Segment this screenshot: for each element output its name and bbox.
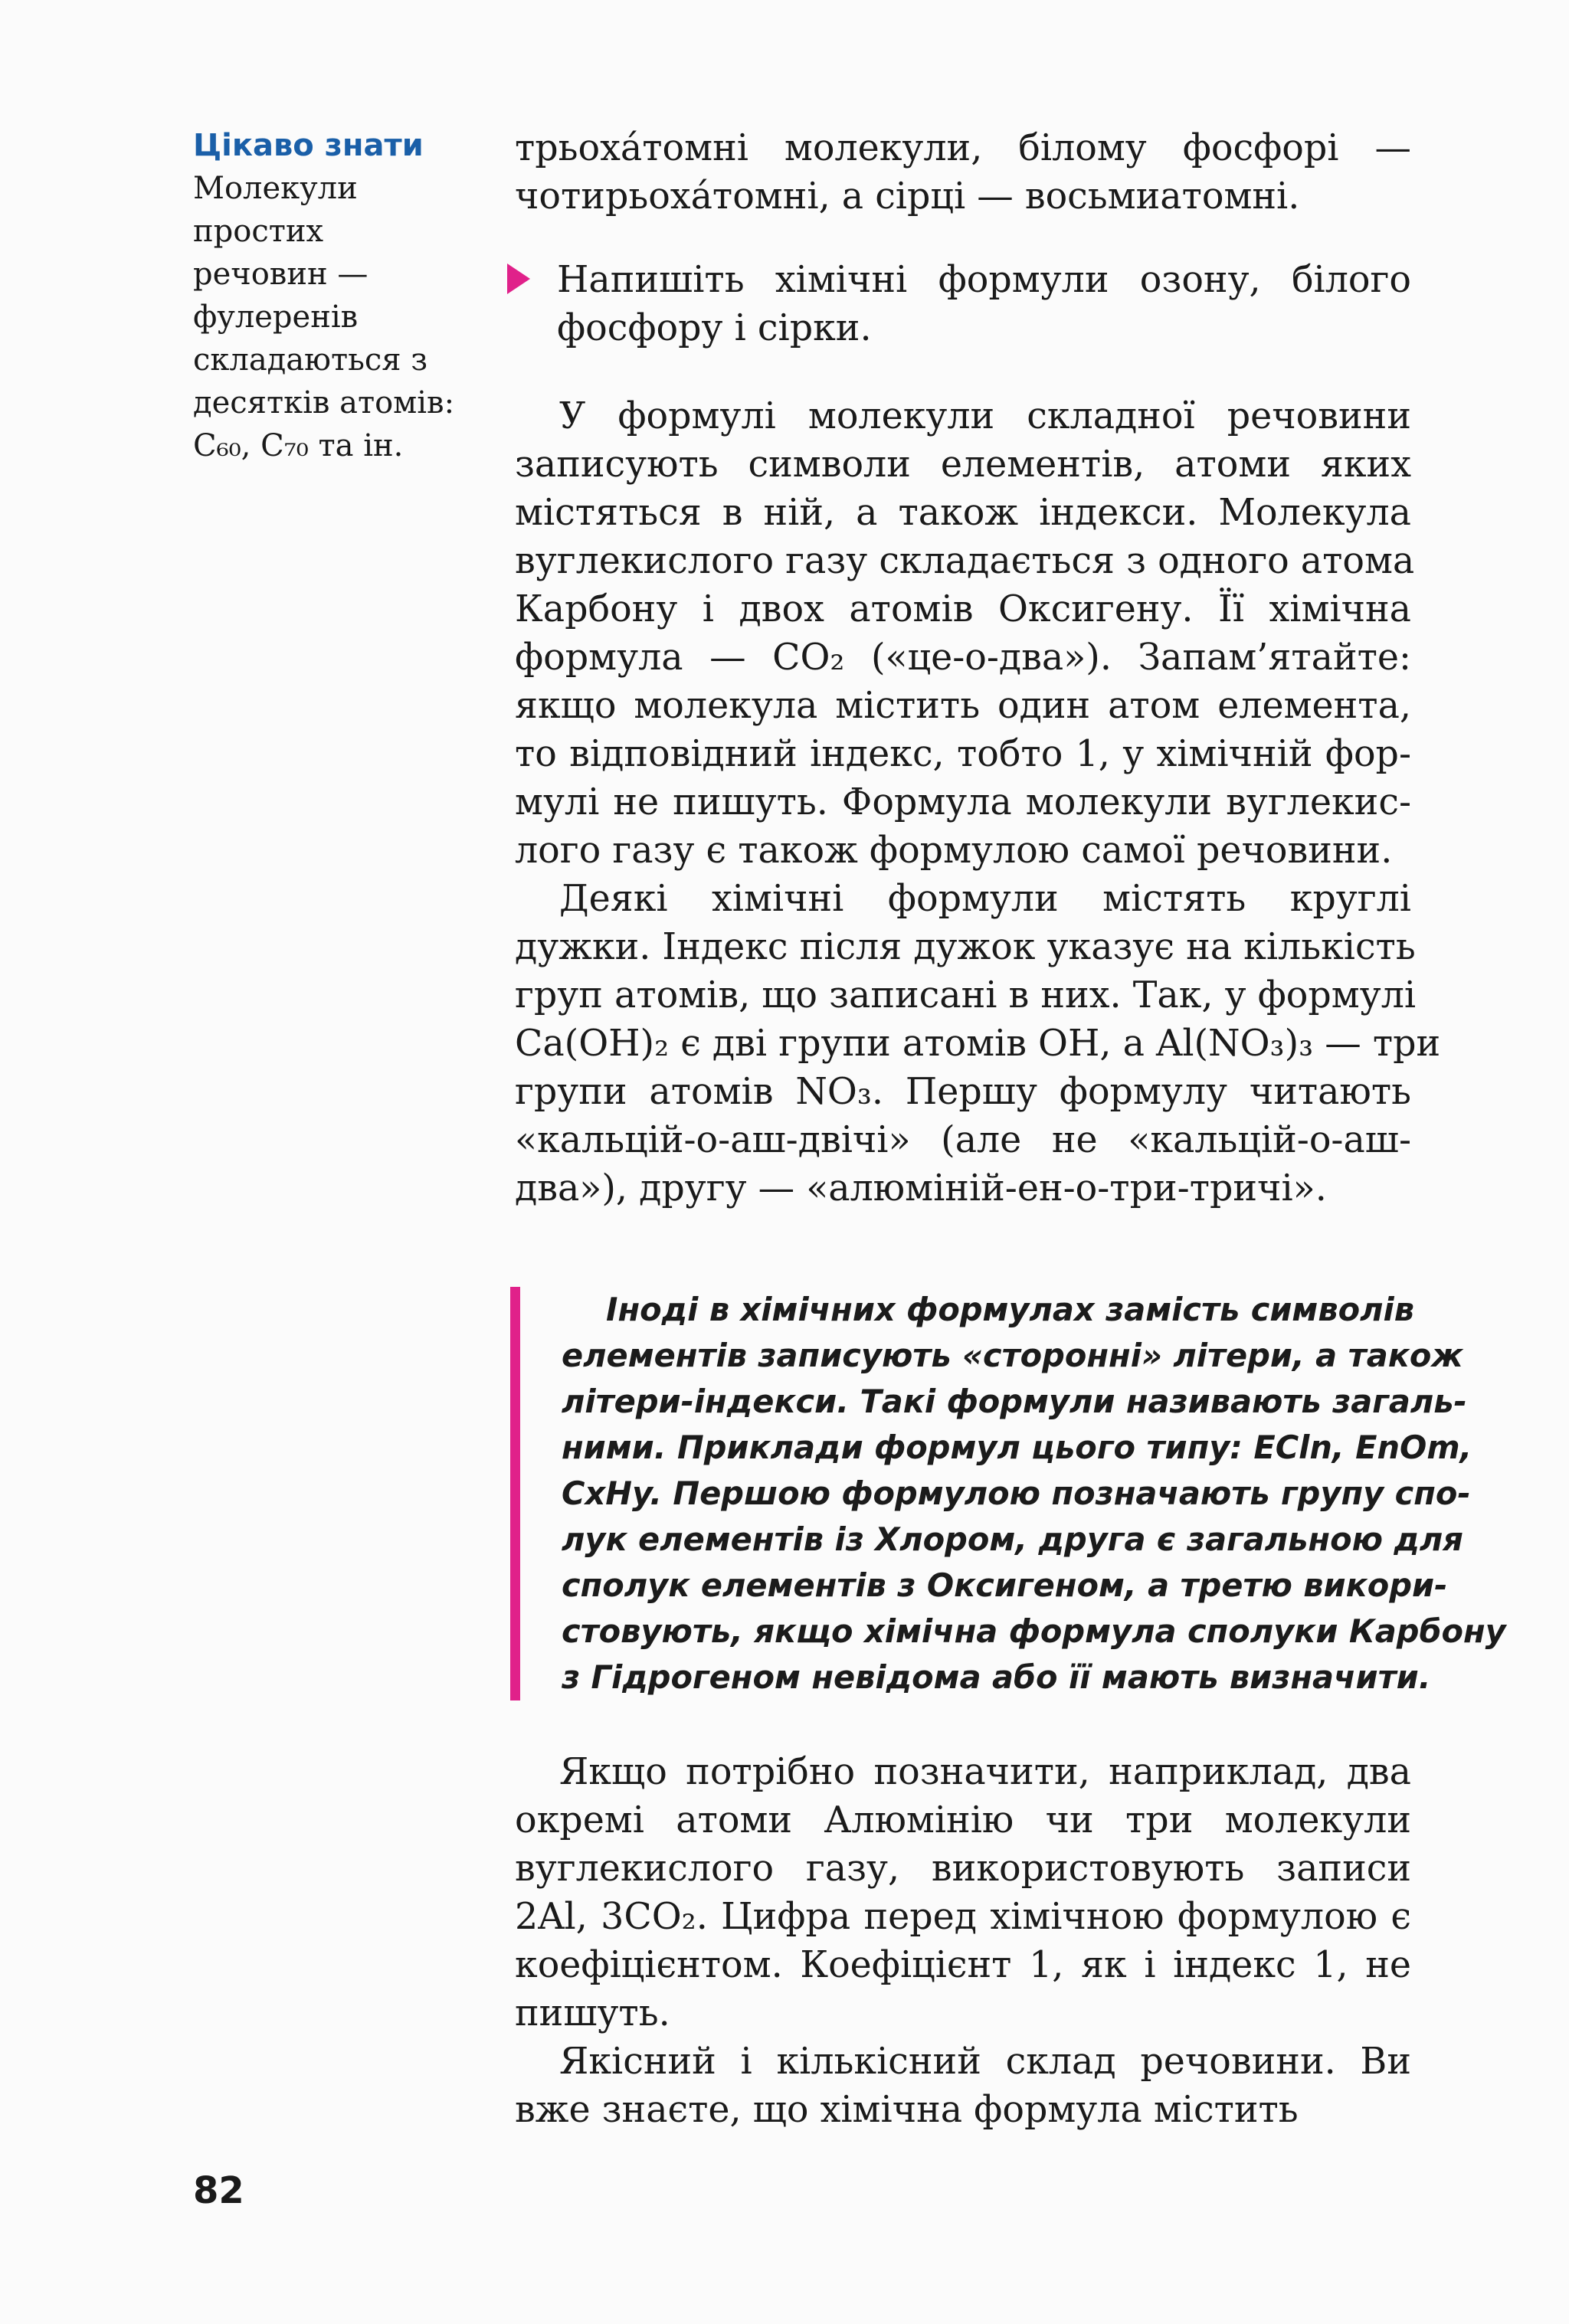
- task-line: Напишіть хімічні формули озону, білого: [557, 259, 1411, 301]
- main-text-column-lower: [515, 1748, 1411, 2134]
- text-line: дужки. Індекс після дужок указує на кількість: [515, 926, 1416, 968]
- paragraph-intro: [515, 124, 1411, 221]
- sidebar-line: складаються з: [193, 342, 428, 378]
- text-line: груп атомів, що записані в них. Так, у формулі: [515, 974, 1417, 1016]
- text-line: два»), другу — «алюміній-ен-о-три-тричі».: [515, 1167, 1327, 1209]
- sidebar-text: [193, 167, 469, 467]
- sidebar-line: десятків атомів:: [193, 385, 455, 421]
- sidebar-fact-box: [193, 124, 469, 467]
- sidebar-line: речовин —: [193, 257, 369, 292]
- text-line: окремі атоми Алюмінію чи три молекули: [515, 1799, 1411, 1841]
- note-line: сполук елементів з Оксигеном, а третю викори-: [562, 1566, 1448, 1604]
- main-text-column: [515, 124, 1441, 1213]
- text-line: чотирьохáтомні, а сірці — восьмиатомні.: [515, 175, 1300, 218]
- text-line: групи атомів NO₃. Першу формулу читають: [515, 1071, 1411, 1113]
- text-line: то відповідний індекс, тобто 1, у хімічній фор-: [515, 733, 1411, 775]
- text-line: вуглекислого газу складається з одного атома: [515, 540, 1415, 582]
- note-line: елементів записують «сторонні» літери, а також: [562, 1337, 1463, 1374]
- text-line: У формулі молекули складної речовини: [559, 395, 1411, 437]
- text-line: формула — CO₂ («це-о-два»). Запам’ятайте:: [515, 637, 1411, 679]
- paragraph-brackets: [515, 875, 1441, 1213]
- text-line: містяться в ній, а також індекси. Молекула: [515, 492, 1411, 534]
- note-line: з Гідрогеном невідома або її мають визначити.: [562, 1658, 1431, 1696]
- text-line: 2Al, 3CO₂. Цифра перед хімічною формулою є: [515, 1896, 1411, 1938]
- text-line: пишуть.: [515, 1992, 670, 2034]
- sidebar-line: фулеренів: [193, 300, 359, 335]
- note-callout: [510, 1287, 1506, 1700]
- note-line: CxHy. Першою формулою позначають групу спо-: [562, 1475, 1471, 1512]
- task-line: фосфору і сірки.: [557, 307, 872, 349]
- note-line: ними. Приклади формул цього типу: ECln, EnOm,: [562, 1429, 1472, 1466]
- sidebar-line: C₆₀, C₇₀ та ін.: [193, 428, 404, 463]
- task-block: [515, 256, 1411, 352]
- sidebar-title: Цікаво знати: [193, 128, 424, 163]
- text-line: Якщо потрібно позначити, наприклад, два: [559, 1751, 1411, 1793]
- text-line: коефіцієнтом. Коефіцієнт 1, як і індекс 1, не: [515, 1944, 1411, 1986]
- sidebar-line: простих: [193, 214, 324, 249]
- paragraph-composition: [515, 2038, 1411, 2134]
- text-line: якщо молекула містить один атом елемента,: [515, 685, 1411, 727]
- paragraph-coefficients: [515, 1748, 1411, 2038]
- text-line: лого газу є також формулою самої речовини.: [515, 830, 1393, 872]
- text-line: Ca(OH)₂ є дві групи атомів OH, а Al(NO₃)₃ — три: [515, 1023, 1441, 1065]
- text-line: записують символи елементів, атоми яких: [515, 444, 1411, 486]
- paragraph-molecule-formula: [515, 392, 1415, 875]
- note-line: стовують, якщо хімічна формула сполуки Карбону: [562, 1612, 1506, 1650]
- triangle-marker-icon: [507, 263, 530, 294]
- text-line: вуглекислого газу, використовують записи: [515, 1848, 1411, 1890]
- page-number: 82: [193, 2169, 244, 2212]
- text-line: Карбону і двох атомів Оксигену. Її хімічна: [515, 588, 1411, 630]
- note-line: літери-індекси. Такі формули називають загаль-: [562, 1383, 1467, 1420]
- text-line: мулі не пишуть. Формула молекули вуглекис-: [515, 781, 1411, 823]
- text-line: Деякі хімічні формули містять круглі: [559, 878, 1411, 920]
- note-line: Іноді в хімічних формулах замість символів: [606, 1291, 1414, 1328]
- note-line: лук елементів із Хлором, друга є загальною для: [562, 1520, 1463, 1558]
- text-line: трьохáтомні молекули, білому фосфорі —: [515, 127, 1411, 169]
- sidebar-line: Молекули: [193, 171, 358, 206]
- text-line: вже знаєте, що хімічна формула містить: [515, 2089, 1299, 2131]
- text-line: Якісний і кількісний склад речовини. Ви: [559, 2041, 1411, 2083]
- text-line: «кальцій-о-аш-двічі» (але не «кальцій-о-аш-: [515, 1119, 1411, 1161]
